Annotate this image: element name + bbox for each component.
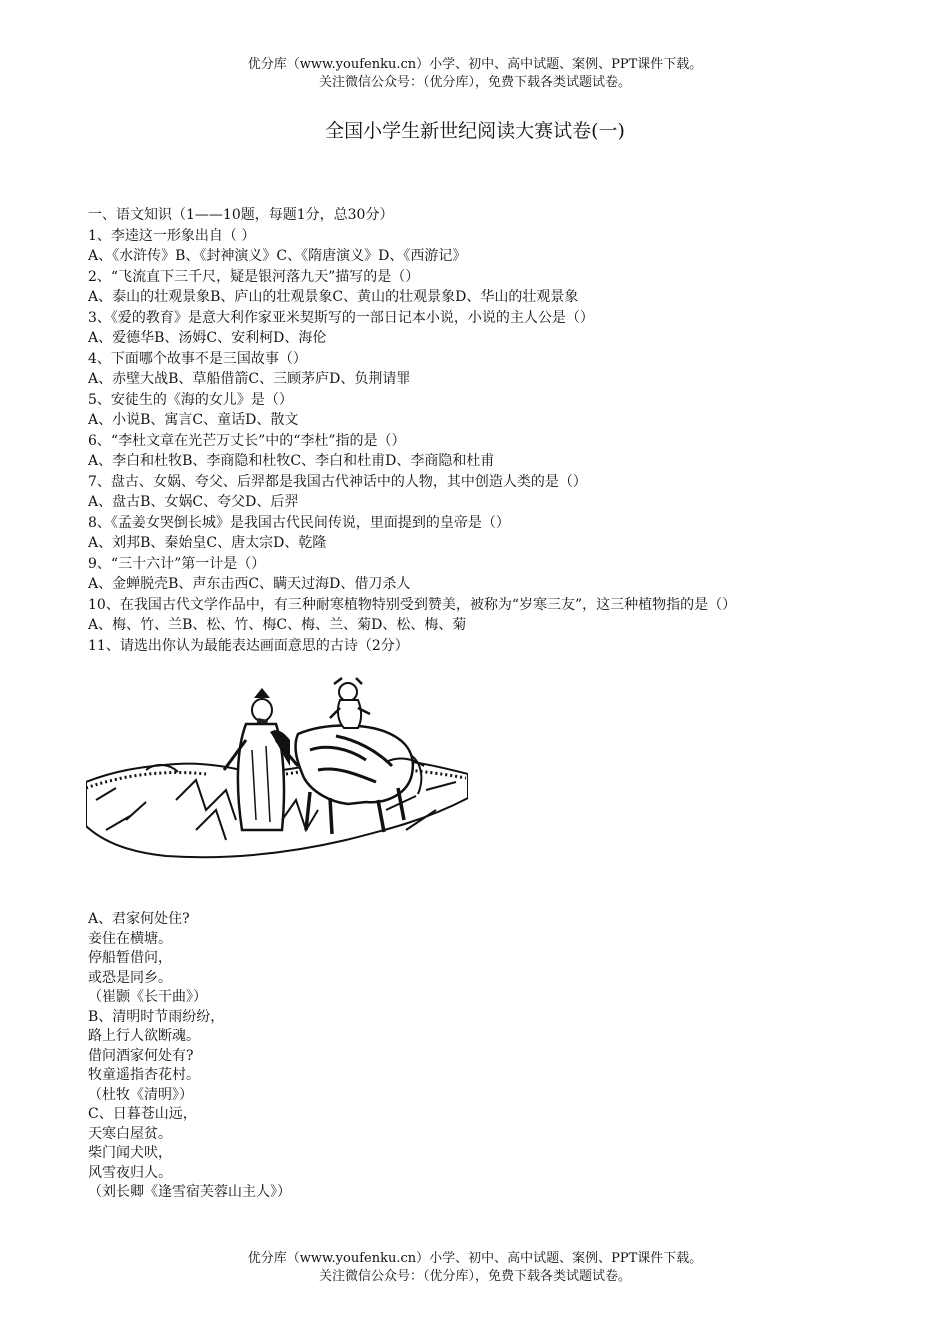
poem-options [88, 910, 848, 1203]
question-7 [88, 472, 848, 513]
poem-line: B、清明时节雨纷纷， [88, 1008, 225, 1025]
poem-line: 停船暂借问， [88, 950, 172, 966]
question-options: A、《水浒传》B、《封神演义》C、《隋唐演义》D、《西游记》 [88, 248, 467, 264]
page-footer [0, 1250, 950, 1286]
poem-attribution: （崔颢《长干曲》） [88, 989, 207, 1005]
footer-line-1: 优分库（www.youfenku.cn）小学、初中、高中试题、案例、PPT课件下载。 [247, 1251, 703, 1266]
question-text: 2、“飞流直下三千尺，疑是银河落九天”描写的是（） [88, 268, 420, 285]
question-text: 9、“三十六计”第一计是（） [88, 555, 266, 572]
poem-line: 牧童遥指杏花村。 [88, 1067, 200, 1083]
poem-line: 天寒白屋贫。 [88, 1125, 172, 1142]
section-heading: 一、语文知识（1——10题，每题1分，总30分） [88, 207, 394, 223]
poem-line: 妾住在横塘。 [88, 930, 172, 947]
poem-c [88, 1105, 848, 1203]
question-3 [88, 308, 848, 349]
question-text: 5、安徒生的《海的女儿》是（） [88, 391, 293, 408]
question-options: A、李白和杜牧B、李商隐和杜牧C、李白和杜甫D、李商隐和杜甫 [88, 453, 495, 469]
header-line-1: 优分库（www.youfenku.cn）小学、初中、高中试题、案例、PPT课件下载。 [247, 57, 703, 72]
question-options: A、金蝉脱壳B、声东击西C、瞒天过海D、借刀杀人 [88, 576, 411, 592]
poem-line: C、日暮苍山远， [88, 1106, 197, 1122]
question-options: A、爱德华B、汤姆C、安利柯D、海伦 [88, 330, 327, 346]
question-text: 10、在我国古代文学作品中，有三种耐寒植物特别受到赞美，被称为“岁寒三友”，这三种植物指的是（） [88, 596, 737, 613]
poem-a [88, 910, 848, 1008]
question-options: A、盘古B、女娲C、夸父D、后羿 [88, 494, 299, 510]
header-line-2: 关注微信公众号：（优分库），免费下载各类试题试卷。 [318, 75, 631, 90]
question-text: 4、下面哪个故事不是三国故事（） [88, 350, 307, 367]
question-4 [88, 349, 848, 390]
question-text: 1、李逵这一形象出自（ ） [88, 227, 256, 244]
poem-line: 或恐是同乡。 [88, 969, 172, 986]
question-options: A、梅、竹、兰B、松、竹、梅C、梅、兰、菊D、松、梅、菊 [88, 617, 467, 633]
poem-attribution: （刘长卿《逢雪宿芙蓉山主人》） [88, 1184, 291, 1200]
poem-line: A、君家何处住? [88, 911, 190, 927]
question-options: A、小说B、寓言C、童话D、散文 [88, 412, 299, 428]
question-text: 8、《孟姜女哭倒长城》是我国古代民间传说，里面提到的皇帝是（） [88, 514, 510, 531]
poem-line: 风雪夜归人。 [88, 1164, 172, 1181]
question-options: A、刘邦B、秦始皇C、唐太宗D、乾隆 [88, 535, 327, 551]
page-header [0, 56, 950, 92]
poem-b [88, 1008, 848, 1106]
question-9 [88, 554, 848, 595]
question-1 [88, 226, 848, 267]
question-8 [88, 513, 848, 554]
exam-content [88, 205, 848, 1203]
ink-illustration-icon [86, 670, 468, 870]
poem-attribution: （杜牧《清明》） [88, 1086, 193, 1103]
question-6 [88, 431, 848, 472]
poem-line: 柴门闻犬吠， [88, 1145, 172, 1161]
question-text: 7、盘古、女娲、夸父、后羿都是我国古代神话中的人物，其中创造人类的是（） [88, 473, 587, 490]
question-2 [88, 267, 848, 308]
question-options: A、泰山的壮观景象B、庐山的壮观景象C、黄山的壮观景象D、华山的壮观景象 [88, 289, 579, 305]
question-10 [88, 595, 848, 636]
question-options: A、赤壁大战B、草船借箭C、三顾茅庐D、负荆请罪 [88, 371, 411, 387]
poem-line: 路上行人欲断魂。 [88, 1028, 200, 1044]
question-text: 3、《爱的教育》是意大利作家亚米契斯写的一部日记本小说，小说的主人公是（） [88, 309, 594, 326]
question-text: 6、“李杜文章在光芒万丈长”中的“李杜”指的是（） [88, 432, 406, 449]
question-5 [88, 390, 848, 431]
page-title: 全国小学生新世纪阅读大赛试卷(一) [325, 120, 625, 142]
footer-line-2: 关注微信公众号：（优分库），免费下载各类试题试卷。 [318, 1269, 631, 1284]
question-11: 11、请选出你认为最能表达画面意思的古诗（2分） [88, 637, 409, 654]
poem-line: 借问酒家何处有? [88, 1047, 194, 1064]
